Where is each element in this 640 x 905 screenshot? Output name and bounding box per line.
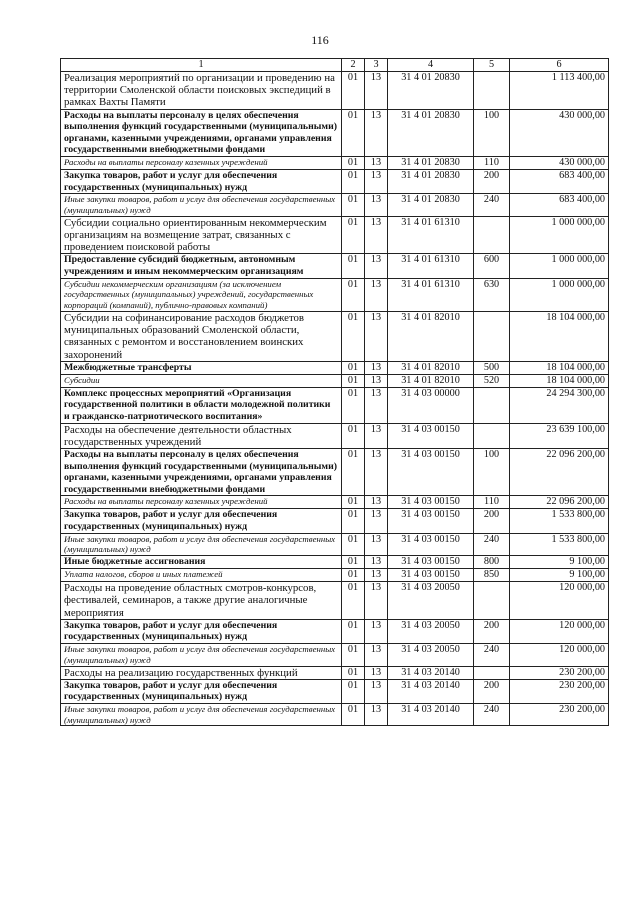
section-code-cell: 01 xyxy=(342,72,365,110)
section-code-cell: 01 xyxy=(342,582,365,620)
subsection-code-cell: 13 xyxy=(365,311,388,361)
section-code-cell: 01 xyxy=(342,254,365,278)
row-name-cell: Расходы на проведение областных смотров-конкурсов, фестивалей, семинаров, а также другие аналогичные мероприятия xyxy=(61,582,342,620)
section-code-cell: 01 xyxy=(342,569,365,582)
expense-type-cell xyxy=(474,666,510,679)
section-code-cell: 01 xyxy=(342,703,365,726)
section-code-cell: 01 xyxy=(342,556,365,569)
amount-cell: 230 200,00 xyxy=(510,666,609,679)
row-name-cell: Межбюджетные трансферты xyxy=(61,361,342,374)
target-article-cell: 31 4 01 82010 xyxy=(388,374,474,387)
subsection-code-cell: 13 xyxy=(365,374,388,387)
amount-cell: 1 000 000,00 xyxy=(510,278,609,311)
subsection-code-cell: 13 xyxy=(365,156,388,169)
row-name-cell: Реализация мероприятий по организации и проведению на территории Смоленской области поисковых экспедиций в рамках Вахты Памяти xyxy=(61,72,342,110)
table-row xyxy=(61,666,609,679)
column-header: 4 xyxy=(388,59,474,72)
subsection-code-cell: 13 xyxy=(365,254,388,278)
subsection-code-cell: 13 xyxy=(365,278,388,311)
section-code-cell: 01 xyxy=(342,423,365,448)
table-row xyxy=(61,254,609,278)
row-name-cell: Закупка товаров, работ и услуг для обеспечения государственных (муниципальных) нужд xyxy=(61,619,342,643)
expense-type-cell xyxy=(474,423,510,448)
section-code-cell: 01 xyxy=(342,156,365,169)
table-row xyxy=(61,374,609,387)
table-row xyxy=(61,496,609,509)
expense-type-cell: 240 xyxy=(474,194,510,217)
expense-type-cell: 200 xyxy=(474,679,510,703)
subsection-code-cell: 13 xyxy=(365,509,388,533)
amount-cell: 683 400,00 xyxy=(510,169,609,193)
table-row xyxy=(61,619,609,643)
target-article-cell: 31 4 03 00000 xyxy=(388,387,474,423)
target-article-cell: 31 4 01 20830 xyxy=(388,169,474,193)
row-name-cell: Иные закупки товаров, работ и услуг для обеспечения государственных (муниципальных) нужд xyxy=(61,194,342,217)
amount-cell: 9 100,00 xyxy=(510,569,609,582)
amount-cell: 683 400,00 xyxy=(510,194,609,217)
subsection-code-cell: 13 xyxy=(365,533,388,556)
subsection-code-cell: 13 xyxy=(365,361,388,374)
subsection-code-cell: 13 xyxy=(365,569,388,582)
subsection-code-cell: 13 xyxy=(365,109,388,156)
amount-cell: 230 200,00 xyxy=(510,679,609,703)
row-name-cell: Расходы на выплаты персоналу казенных учреждений xyxy=(61,496,342,509)
amount-cell: 120 000,00 xyxy=(510,619,609,643)
row-name-cell: Расходы на выплаты персоналу казенных учреждений xyxy=(61,156,342,169)
table-row xyxy=(61,311,609,361)
row-name-cell: Комплекс процессных мероприятий «Организация государственной политики в области молодежной политики и гражданско-патриотического воспитания» xyxy=(61,387,342,423)
expense-type-cell xyxy=(474,216,510,254)
target-article-cell: 31 4 03 20140 xyxy=(388,666,474,679)
expense-type-cell: 240 xyxy=(474,533,510,556)
section-code-cell: 01 xyxy=(342,169,365,193)
section-code-cell: 01 xyxy=(342,509,365,533)
row-name-cell: Субсидии некоммерческим организациям (за исключением государственных (муниципальных) учреждений, государственных корпораций (компаний), публично-правовых компаний) xyxy=(61,278,342,311)
section-code-cell: 01 xyxy=(342,679,365,703)
subsection-code-cell: 13 xyxy=(365,582,388,620)
target-article-cell: 31 4 01 82010 xyxy=(388,311,474,361)
row-name-cell: Расходы на обеспечение деятельности областных государственных учреждений xyxy=(61,423,342,448)
amount-cell: 120 000,00 xyxy=(510,582,609,620)
table-row xyxy=(61,679,609,703)
amount-cell: 1 000 000,00 xyxy=(510,254,609,278)
section-code-cell: 01 xyxy=(342,109,365,156)
subsection-code-cell: 13 xyxy=(365,216,388,254)
subsection-code-cell: 13 xyxy=(365,679,388,703)
table-row xyxy=(61,448,609,495)
amount-cell: 430 000,00 xyxy=(510,109,609,156)
target-article-cell: 31 4 03 00150 xyxy=(388,556,474,569)
target-article-cell: 31 4 03 20140 xyxy=(388,703,474,726)
amount-cell: 24 294 300,00 xyxy=(510,387,609,423)
column-header: 6 xyxy=(510,59,609,72)
subsection-code-cell: 13 xyxy=(365,556,388,569)
target-article-cell: 31 4 01 82010 xyxy=(388,361,474,374)
section-code-cell: 01 xyxy=(342,496,365,509)
target-article-cell: 31 4 01 20830 xyxy=(388,109,474,156)
section-code-cell: 01 xyxy=(342,361,365,374)
table-row xyxy=(61,556,609,569)
table-row xyxy=(61,569,609,582)
target-article-cell: 31 4 03 00150 xyxy=(388,533,474,556)
expense-type-cell: 800 xyxy=(474,556,510,569)
expense-type-cell: 110 xyxy=(474,156,510,169)
table-row xyxy=(61,72,609,110)
row-name-cell: Закупка товаров, работ и услуг для обеспечения государственных (муниципальных) нужд xyxy=(61,509,342,533)
expense-type-cell: 240 xyxy=(474,703,510,726)
subsection-code-cell: 13 xyxy=(365,72,388,110)
table-row xyxy=(61,216,609,254)
expense-type-cell xyxy=(474,311,510,361)
amount-cell: 1 000 000,00 xyxy=(510,216,609,254)
table-row xyxy=(61,278,609,311)
table-row xyxy=(61,509,609,533)
expense-type-cell: 100 xyxy=(474,109,510,156)
amount-cell: 18 104 000,00 xyxy=(510,374,609,387)
expense-type-cell: 200 xyxy=(474,619,510,643)
expense-type-cell: 630 xyxy=(474,278,510,311)
row-name-cell: Субсидии на софинансирование расходов бюджетов муниципальных образований Смоленской области, связанных с ремонтом и восстановлением воинских захоронений xyxy=(61,311,342,361)
table-row xyxy=(61,169,609,193)
amount-cell: 1 113 400,00 xyxy=(510,72,609,110)
expense-type-cell: 240 xyxy=(474,643,510,666)
expense-type-cell: 110 xyxy=(474,496,510,509)
amount-cell: 9 100,00 xyxy=(510,556,609,569)
target-article-cell: 31 4 01 20830 xyxy=(388,156,474,169)
subsection-code-cell: 13 xyxy=(365,643,388,666)
target-article-cell: 31 4 01 61310 xyxy=(388,278,474,311)
target-article-cell: 31 4 03 00150 xyxy=(388,569,474,582)
amount-cell: 120 000,00 xyxy=(510,643,609,666)
row-name-cell: Уплата налогов, сборов и иных платежей xyxy=(61,569,342,582)
subsection-code-cell: 13 xyxy=(365,666,388,679)
expense-type-cell: 200 xyxy=(474,509,510,533)
target-article-cell: 31 4 03 20050 xyxy=(388,643,474,666)
section-code-cell: 01 xyxy=(342,533,365,556)
target-article-cell: 31 4 03 20050 xyxy=(388,582,474,620)
section-code-cell: 01 xyxy=(342,374,365,387)
expense-type-cell: 500 xyxy=(474,361,510,374)
target-article-cell: 31 4 03 20050 xyxy=(388,619,474,643)
table-row xyxy=(61,109,609,156)
subsection-code-cell: 13 xyxy=(365,423,388,448)
column-header: 1 xyxy=(61,59,342,72)
target-article-cell: 31 4 03 00150 xyxy=(388,423,474,448)
expense-type-cell: 200 xyxy=(474,169,510,193)
target-article-cell: 31 4 01 20830 xyxy=(388,72,474,110)
amount-cell: 230 200,00 xyxy=(510,703,609,726)
section-code-cell: 01 xyxy=(342,194,365,217)
section-code-cell: 01 xyxy=(342,387,365,423)
expense-type-cell xyxy=(474,72,510,110)
subsection-code-cell: 13 xyxy=(365,619,388,643)
section-code-cell: 01 xyxy=(342,448,365,495)
subsection-code-cell: 13 xyxy=(365,169,388,193)
amount-cell: 23 639 100,00 xyxy=(510,423,609,448)
row-name-cell: Субсидии социально ориентированным некоммерческим организациям на возмещение затрат, связанных с проведением поисковой работы xyxy=(61,216,342,254)
section-code-cell: 01 xyxy=(342,666,365,679)
amount-cell: 18 104 000,00 xyxy=(510,311,609,361)
budget-table xyxy=(60,58,609,726)
row-name-cell: Предоставление субсидий бюджетным, автономным учреждениям и иным некоммерческим организациям xyxy=(61,254,342,278)
table-row xyxy=(61,156,609,169)
expense-type-cell xyxy=(474,582,510,620)
subsection-code-cell: 13 xyxy=(365,194,388,217)
table-row xyxy=(61,361,609,374)
target-article-cell: 31 4 01 20830 xyxy=(388,194,474,217)
subsection-code-cell: 13 xyxy=(365,703,388,726)
row-name-cell: Иные бюджетные ассигнования xyxy=(61,556,342,569)
row-name-cell: Расходы на выплаты персоналу в целях обеспечения выполнения функций государственными (муниципальными) органами, казенными учреждениями, органами управления государственными внебюджетными фондами xyxy=(61,448,342,495)
row-name-cell: Иные закупки товаров, работ и услуг для обеспечения государственных (муниципальных) нужд xyxy=(61,703,342,726)
section-code-cell: 01 xyxy=(342,619,365,643)
target-article-cell: 31 4 01 61310 xyxy=(388,216,474,254)
row-name-cell: Закупка товаров, работ и услуг для обеспечения государственных (муниципальных) нужд xyxy=(61,679,342,703)
table-row xyxy=(61,643,609,666)
column-header: 3 xyxy=(365,59,388,72)
amount-cell: 1 533 800,00 xyxy=(510,533,609,556)
amount-cell: 18 104 000,00 xyxy=(510,361,609,374)
expense-type-cell: 600 xyxy=(474,254,510,278)
header-row xyxy=(61,59,609,72)
column-header: 5 xyxy=(474,59,510,72)
row-name-cell: Расходы на реализацию государственных функций xyxy=(61,666,342,679)
amount-cell: 22 096 200,00 xyxy=(510,496,609,509)
subsection-code-cell: 13 xyxy=(365,448,388,495)
subsection-code-cell: 13 xyxy=(365,387,388,423)
section-code-cell: 01 xyxy=(342,278,365,311)
table-row xyxy=(61,582,609,620)
row-name-cell: Закупка товаров, работ и услуг для обеспечения государственных (муниципальных) нужд xyxy=(61,169,342,193)
target-article-cell: 31 4 03 00150 xyxy=(388,509,474,533)
section-code-cell: 01 xyxy=(342,216,365,254)
amount-cell: 430 000,00 xyxy=(510,156,609,169)
target-article-cell: 31 4 03 20140 xyxy=(388,679,474,703)
target-article-cell: 31 4 01 61310 xyxy=(388,254,474,278)
target-article-cell: 31 4 03 00150 xyxy=(388,448,474,495)
section-code-cell: 01 xyxy=(342,643,365,666)
row-name-cell: Иные закупки товаров, работ и услуг для обеспечения государственных (муниципальных) нужд xyxy=(61,643,342,666)
expense-type-cell: 520 xyxy=(474,374,510,387)
page-number: 116 xyxy=(311,33,329,47)
target-article-cell: 31 4 03 00150 xyxy=(388,496,474,509)
table-row xyxy=(61,194,609,217)
expense-type-cell: 850 xyxy=(474,569,510,582)
expense-type-cell xyxy=(474,387,510,423)
row-name-cell: Иные закупки товаров, работ и услуг для обеспечения государственных (муниципальных) нужд xyxy=(61,533,342,556)
table-row xyxy=(61,387,609,423)
table-body xyxy=(61,59,609,726)
column-header: 2 xyxy=(342,59,365,72)
amount-cell: 22 096 200,00 xyxy=(510,448,609,495)
amount-cell: 1 533 800,00 xyxy=(510,509,609,533)
table-row xyxy=(61,703,609,726)
table-row xyxy=(61,423,609,448)
table-row xyxy=(61,533,609,556)
row-name-cell: Расходы на выплаты персоналу в целях обеспечения выполнения функций государственными (муниципальными) органами, казенными учреждениями, органами управления государственными внебюджетными фондами xyxy=(61,109,342,156)
subsection-code-cell: 13 xyxy=(365,496,388,509)
expense-type-cell: 100 xyxy=(474,448,510,495)
row-name-cell: Субсидии xyxy=(61,374,342,387)
section-code-cell: 01 xyxy=(342,311,365,361)
